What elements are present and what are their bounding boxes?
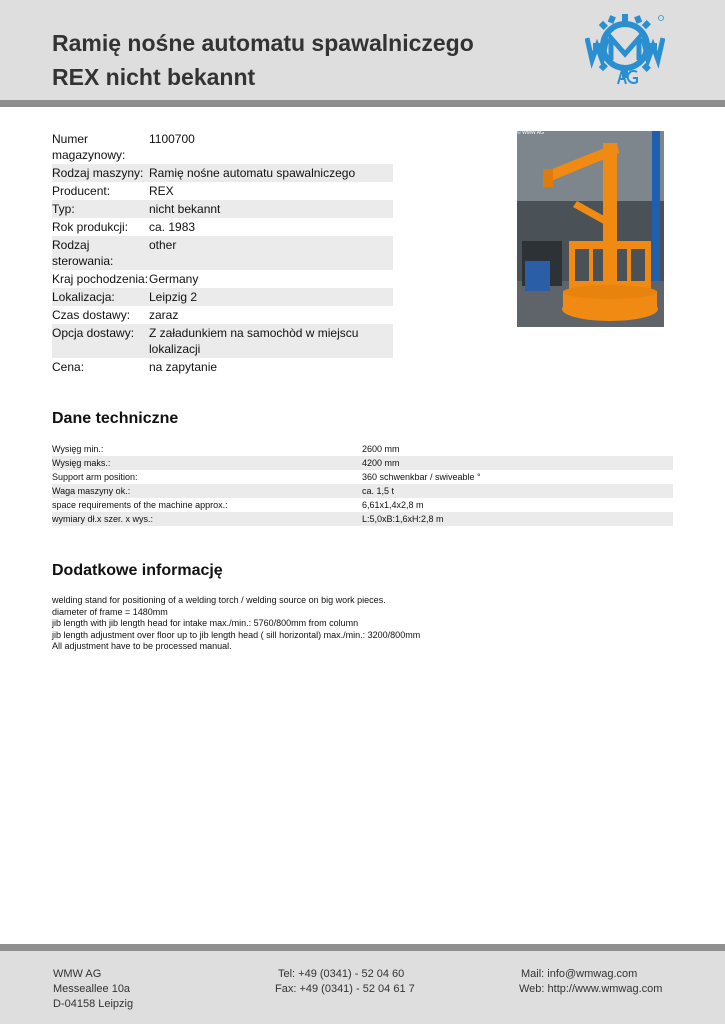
tech-row bbox=[52, 498, 673, 512]
info-line: diameter of frame = 1480mm bbox=[52, 606, 168, 617]
tech-row bbox=[52, 442, 673, 456]
spec-table bbox=[52, 130, 393, 376]
spec-row bbox=[52, 218, 393, 236]
spec-label: Rok produkcji: bbox=[52, 220, 129, 234]
info-text bbox=[52, 595, 672, 653]
info-line: jib length with jib length head for intake max./min.: 5760/800mm from column bbox=[52, 618, 359, 628]
spec-label: Rodzaj sterowania: bbox=[52, 238, 114, 268]
spec-row bbox=[52, 270, 393, 288]
spec-value: ca. 1983 bbox=[149, 220, 196, 234]
wmw-logo-icon bbox=[585, 12, 665, 86]
spec-value: Germany bbox=[149, 272, 199, 286]
tech-value: 4200 mm bbox=[362, 458, 400, 468]
spec-row bbox=[52, 236, 393, 270]
footer-online bbox=[519, 967, 662, 997]
spec-row bbox=[52, 358, 393, 376]
title-line-2: REX nicht bekannt bbox=[52, 64, 256, 90]
page-footer bbox=[0, 951, 725, 1024]
tech-label: Waga maszyny ok.: bbox=[52, 486, 131, 496]
footer-divider bbox=[0, 944, 725, 951]
info-section-title: Dodatkowe informację bbox=[52, 562, 223, 579]
tech-label: space requirements of the machine approx.: bbox=[52, 500, 228, 510]
spec-value: na zapytanie bbox=[149, 360, 218, 374]
spec-row bbox=[52, 288, 393, 306]
tech-value: ca. 1,5 t bbox=[362, 486, 395, 496]
tech-label: Wysięg maks.: bbox=[52, 458, 111, 468]
info-line: jib length adjustment over floor up to jib length head ( sill horizontal) max./min.: 3200/800mm bbox=[52, 629, 421, 640]
page-header bbox=[0, 0, 725, 100]
spec-label: Kraj pochodzenia: bbox=[52, 272, 149, 286]
spec-value: 1100700 bbox=[149, 132, 195, 146]
tech-label: Support arm position: bbox=[52, 472, 138, 482]
spec-value: Z załadunkiem na samochòd w miejscu lokalizacji bbox=[149, 326, 359, 356]
spec-label: Typ: bbox=[52, 202, 75, 216]
footer-city: D-04158 Leipzig bbox=[53, 998, 134, 1010]
spec-label: Cena: bbox=[52, 360, 85, 374]
info-line: All adjustment have to be processed manual. bbox=[52, 641, 232, 651]
tech-row bbox=[52, 470, 673, 484]
tech-label: Wysięg min.: bbox=[52, 444, 104, 454]
spec-row bbox=[52, 306, 393, 324]
tech-value: 6,61x1,4x2,8 m bbox=[362, 500, 424, 510]
spec-row bbox=[52, 200, 393, 218]
spec-value: other bbox=[149, 238, 177, 252]
spec-label: Producent: bbox=[52, 184, 111, 198]
tech-table bbox=[52, 442, 673, 526]
spec-row bbox=[52, 164, 393, 182]
tech-section-title: Dane techniczne bbox=[52, 410, 179, 427]
tech-value: 2600 mm bbox=[362, 444, 400, 454]
header-divider bbox=[0, 100, 725, 107]
footer-fax: Fax: +49 (0341) - 52 04 61 7 bbox=[275, 983, 415, 995]
spec-value: Ramię nośne automatu spawalniczego bbox=[149, 166, 356, 180]
tech-label: wymiary dł.x szer. x wys.: bbox=[52, 514, 154, 524]
footer-tel: Tel: +49 (0341) - 52 04 60 bbox=[278, 968, 405, 980]
spec-label: Numer magazynowy: bbox=[52, 132, 126, 162]
spec-value: zaraz bbox=[149, 308, 179, 322]
footer-phone bbox=[275, 967, 415, 997]
machine-photo bbox=[517, 131, 664, 327]
tech-value: 360 schwenkbar / swiveable ° bbox=[362, 472, 481, 482]
spec-value: nicht bekannt bbox=[149, 202, 221, 216]
machine-photo-icon bbox=[517, 131, 664, 327]
page-title bbox=[52, 26, 474, 94]
photo-credit: © WMW AG bbox=[517, 130, 545, 136]
tech-value: L:5,0xB:1,6xH:2,8 m bbox=[362, 514, 444, 524]
spec-label: Lokalizacja: bbox=[52, 290, 115, 304]
tech-row bbox=[52, 512, 673, 526]
spec-value: REX bbox=[149, 184, 174, 198]
footer-street: Messeallee 10a bbox=[53, 983, 131, 995]
footer-mail[interactable]: Mail: info@wmwag.com bbox=[521, 968, 638, 980]
footer-address bbox=[53, 967, 133, 1012]
footer-web[interactable]: Web: http://www.wmwag.com bbox=[519, 983, 663, 995]
tech-row bbox=[52, 456, 673, 470]
tech-row bbox=[52, 484, 673, 498]
spec-label: Opcja dostawy: bbox=[52, 326, 135, 340]
spec-label: Rodzaj maszyny: bbox=[52, 166, 144, 180]
spec-row bbox=[52, 324, 393, 358]
title-line-1: Ramię nośne automatu spawalniczego bbox=[52, 30, 474, 56]
footer-company: WMW AG bbox=[53, 968, 102, 980]
spec-value: Leipzig 2 bbox=[149, 290, 198, 304]
spec-row bbox=[52, 130, 393, 164]
info-line: welding stand for positioning of a welding torch / welding source on big work pieces. bbox=[52, 595, 386, 605]
spec-label: Czas dostawy: bbox=[52, 308, 131, 322]
spec-row bbox=[52, 182, 393, 200]
